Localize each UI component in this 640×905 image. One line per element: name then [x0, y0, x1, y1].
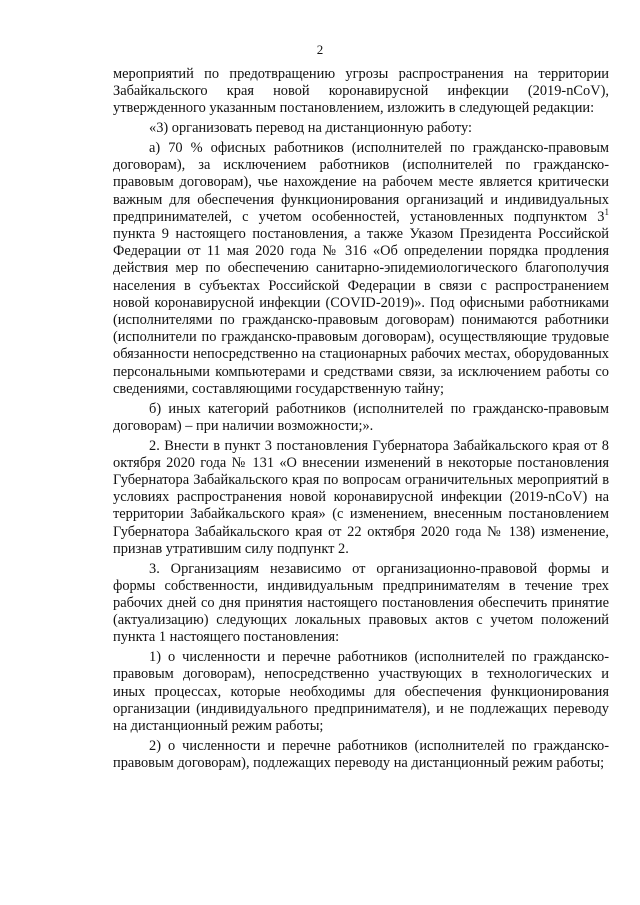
document-body: [113, 66, 609, 772]
paragraph-continuation: мероприятий по предотвращению угрозы распространения на территории Забайкальского края новой коронавирусной инфекции (2019-nCoV), утвержденного указанным постановлением, изложить в следующей редакции:: [113, 66, 609, 117]
paragraph-list-item-2: 2) о численности и перечне работников (исполнителей по гражданско-правовым договорам), подлежащих переводу на дистанционный режим работы;: [113, 737, 609, 772]
paragraph-item-a: [113, 140, 609, 398]
paragraph-list-item-1: 1) о численности и перечне работников (исполнителей по гражданско-правовым договорам), непосредственно участвующих в технологических и иных процессах, которые необходимы для обеспечения функционирования организации (индивидуального предпринимателя), и не подлежащих переводу на дистанционный режим работы;: [113, 649, 609, 735]
paragraph-point-3: 3. Организациям независимо от организационно-правовой формы и формы собственности, индивидуальным предпринимателям в течение трех рабочих дней со дня принятия настоящего постановления обеспечить принятие (актуализацию) следующих локальных правовых актов с учетом положений пункта 1 настоящего постановления:: [113, 560, 609, 646]
paragraph-point-2: 2. Внести в пункт 3 постановления Губернатора Забайкальского края от 8 октября 2020 года № 131 «О внесении изменений в некоторые постановления Губернатора Забайкальского края по вопросам ограничительных мероприятий в условиях распространения новой коронавирусной инфекции (2019-nCoV) на территории Забайкальского края» (с изменением, внесенным постановлением Губернатора Забайкальского края от 22 октября 2020 года № 138) изменение, признав утратившим силу подпункт 2.: [113, 437, 609, 557]
paragraph-item-a-continued: пункта 9 настоящего постановления, а также Указом Президента Российской Федерации от 11 мая 2020 года № 316 «Об определении порядка продления действия мер по обеспечению санитарно-эпидемиологического благополучия населения в субъектах Российской Федерации в связи с распространением новой коронавирусной инфекции (COVID-2019)». Под офисными работниками (исполнителями по гражданско-правовым договорам) понимаются работники (исполнители по гражданско-правовым договорам), осуществляющие трудовые обязанности непосредственно на стационарных рабочих местах, оборудованных персональными компьютерами и средствами связи, за исключением работы со сведениями, составляющими государственную тайну;: [113, 226, 609, 397]
page-number: 2: [316, 42, 324, 57]
paragraph-subpoint-3: «3) организовать перевод на дистанционную работу:: [149, 120, 473, 137]
paragraph-item-b: б) иных категорий работников (исполнителей по гражданско-правовым договорам) – при наличии возможности;».: [113, 400, 609, 434]
superscript-reference: 1: [604, 207, 609, 218]
paragraph-item-a-text: а) 70 % офисных работников (исполнителей по гражданско-правовым договорам), за исключением работников (исполнителей по гражданско-правовым договорам), чье нахождение на рабочем месте является критически важным для обеспечения функционирования организаций и индивидуальных предпринимателей, с учетом особенностей, установленных подпунктом 3: [113, 140, 609, 225]
